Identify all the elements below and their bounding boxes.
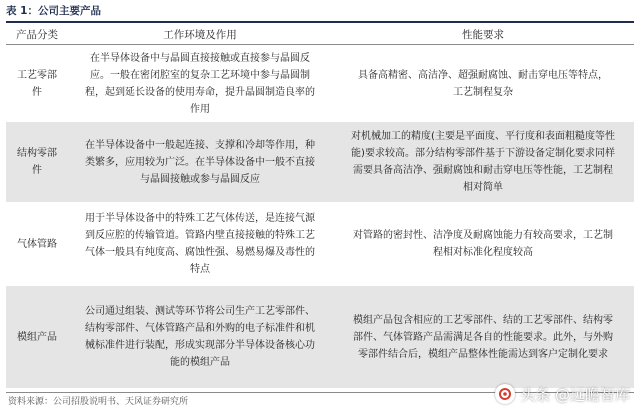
environment-line: 公司通过组装、测试等环节将公司生产工艺零部件、 <box>85 306 315 317</box>
requirements-line: 具备高精密、高洁净、超强耐腐蚀、耐击穿电压等特点， <box>358 69 608 81</box>
environment-line: 械标准件进行装配，形成实现部分半导体设备核心功 <box>85 340 315 351</box>
environment-cell <box>68 286 332 388</box>
table-row <box>6 286 634 388</box>
environment-line: 能的模组产品 <box>170 357 230 368</box>
category-line: 工艺零部 <box>17 69 57 81</box>
environment-line: 结构零部件、气体管路产品和外购的电子标准件和机 <box>85 323 315 334</box>
watermark-text: 头条 @远瞻智库 <box>520 385 630 404</box>
table-title: 表 1：公司主要产品 <box>6 5 101 17</box>
environment-cell <box>68 202 332 286</box>
table-row <box>6 202 634 286</box>
header-environment: 工作环境及作用 <box>68 24 332 45</box>
environment-line: 作用 <box>190 103 210 115</box>
category-line: 结构零部 <box>17 148 57 159</box>
watermark <box>495 382 630 406</box>
category-line: 气体管路 <box>17 238 57 250</box>
environment-line: 类繁多，应用较为广泛。在半导体设备中一般不直接 <box>85 156 315 168</box>
requirements-line: 相对简单 <box>463 182 503 193</box>
requirements-line: 程相对标准化程度较高 <box>433 247 533 258</box>
requirements-line: 需要具备高洁净、强耐腐蚀和耐击穿电压等性能，工艺制程 <box>353 165 613 176</box>
environment-line: 与晶圆接触或参与晶圆反应 <box>140 173 260 185</box>
category-line: 模组产品 <box>17 331 57 343</box>
category-cell <box>6 122 68 202</box>
environment-line: 气体一般具有纯度高、腐蚀性强、易燃易爆及毒性的 <box>85 247 315 258</box>
header-row <box>6 24 634 45</box>
table-row <box>6 122 634 202</box>
category-cell <box>6 286 68 388</box>
category-line: 件 <box>32 86 42 98</box>
header-category: 产品分类 <box>6 24 68 45</box>
requirements-line: 工艺制程复杂 <box>453 86 513 98</box>
header-requirements: 性能要求 <box>332 24 634 45</box>
table-row <box>6 45 634 123</box>
environment-cell <box>68 45 332 123</box>
requirements-cell <box>332 122 634 202</box>
environment-line: 在半导体设备中一般起连接、支撑和冷却等作用，种 <box>85 139 315 151</box>
requirements-cell <box>332 286 634 388</box>
environment-line: 程，起到延长设备的使用寿命，提升晶圆制造良率的 <box>85 86 315 98</box>
environment-cell <box>68 122 332 202</box>
requirements-line: 对机械加工的精度(主要是平面度、平行度和表面粗糙度等性 <box>351 131 615 142</box>
product-table <box>6 24 634 388</box>
environment-line: 应。一般在密闭腔室的复杂工艺环境中参与晶圆制 <box>90 69 310 81</box>
requirements-cell <box>332 202 634 286</box>
category-cell <box>6 202 68 286</box>
toutiao-logo-icon <box>495 384 515 404</box>
requirements-line: 零部件结合后，模组产品整体性能需达到客户定制化要求 <box>358 348 608 360</box>
source-note: 资料来源：公司招股说明书、天风证券研究所 <box>8 397 189 407</box>
requirements-cell <box>332 45 634 123</box>
environment-line: 特点 <box>190 264 210 275</box>
environment-line: 在半导体设备中与晶圆直接接触或直接参与晶圆反 <box>90 52 310 64</box>
category-line: 件 <box>32 165 42 176</box>
category-cell <box>6 45 68 123</box>
requirements-line: 模组产品包含相应的工艺零部件、结的工艺零部件、结构零 <box>353 314 613 326</box>
environment-line: 用于半导体设备中的特殊工艺气体传送，是连接气源 <box>85 213 315 224</box>
requirements-line: 部件、气体管路产品需满足各自的性能要求。此外，与外购 <box>353 331 613 343</box>
title-rule <box>6 21 634 23</box>
requirements-line: 能)要求较高。部分结构零部件基于下游设备定制化要求同样 <box>351 148 615 159</box>
environment-line: 到反应腔的传输管道。管路内壁直接接触的特殊工艺 <box>85 230 315 241</box>
requirements-line: 对管路的密封性、洁净度及耐腐蚀能力有较高要求，工艺制 <box>353 230 613 241</box>
